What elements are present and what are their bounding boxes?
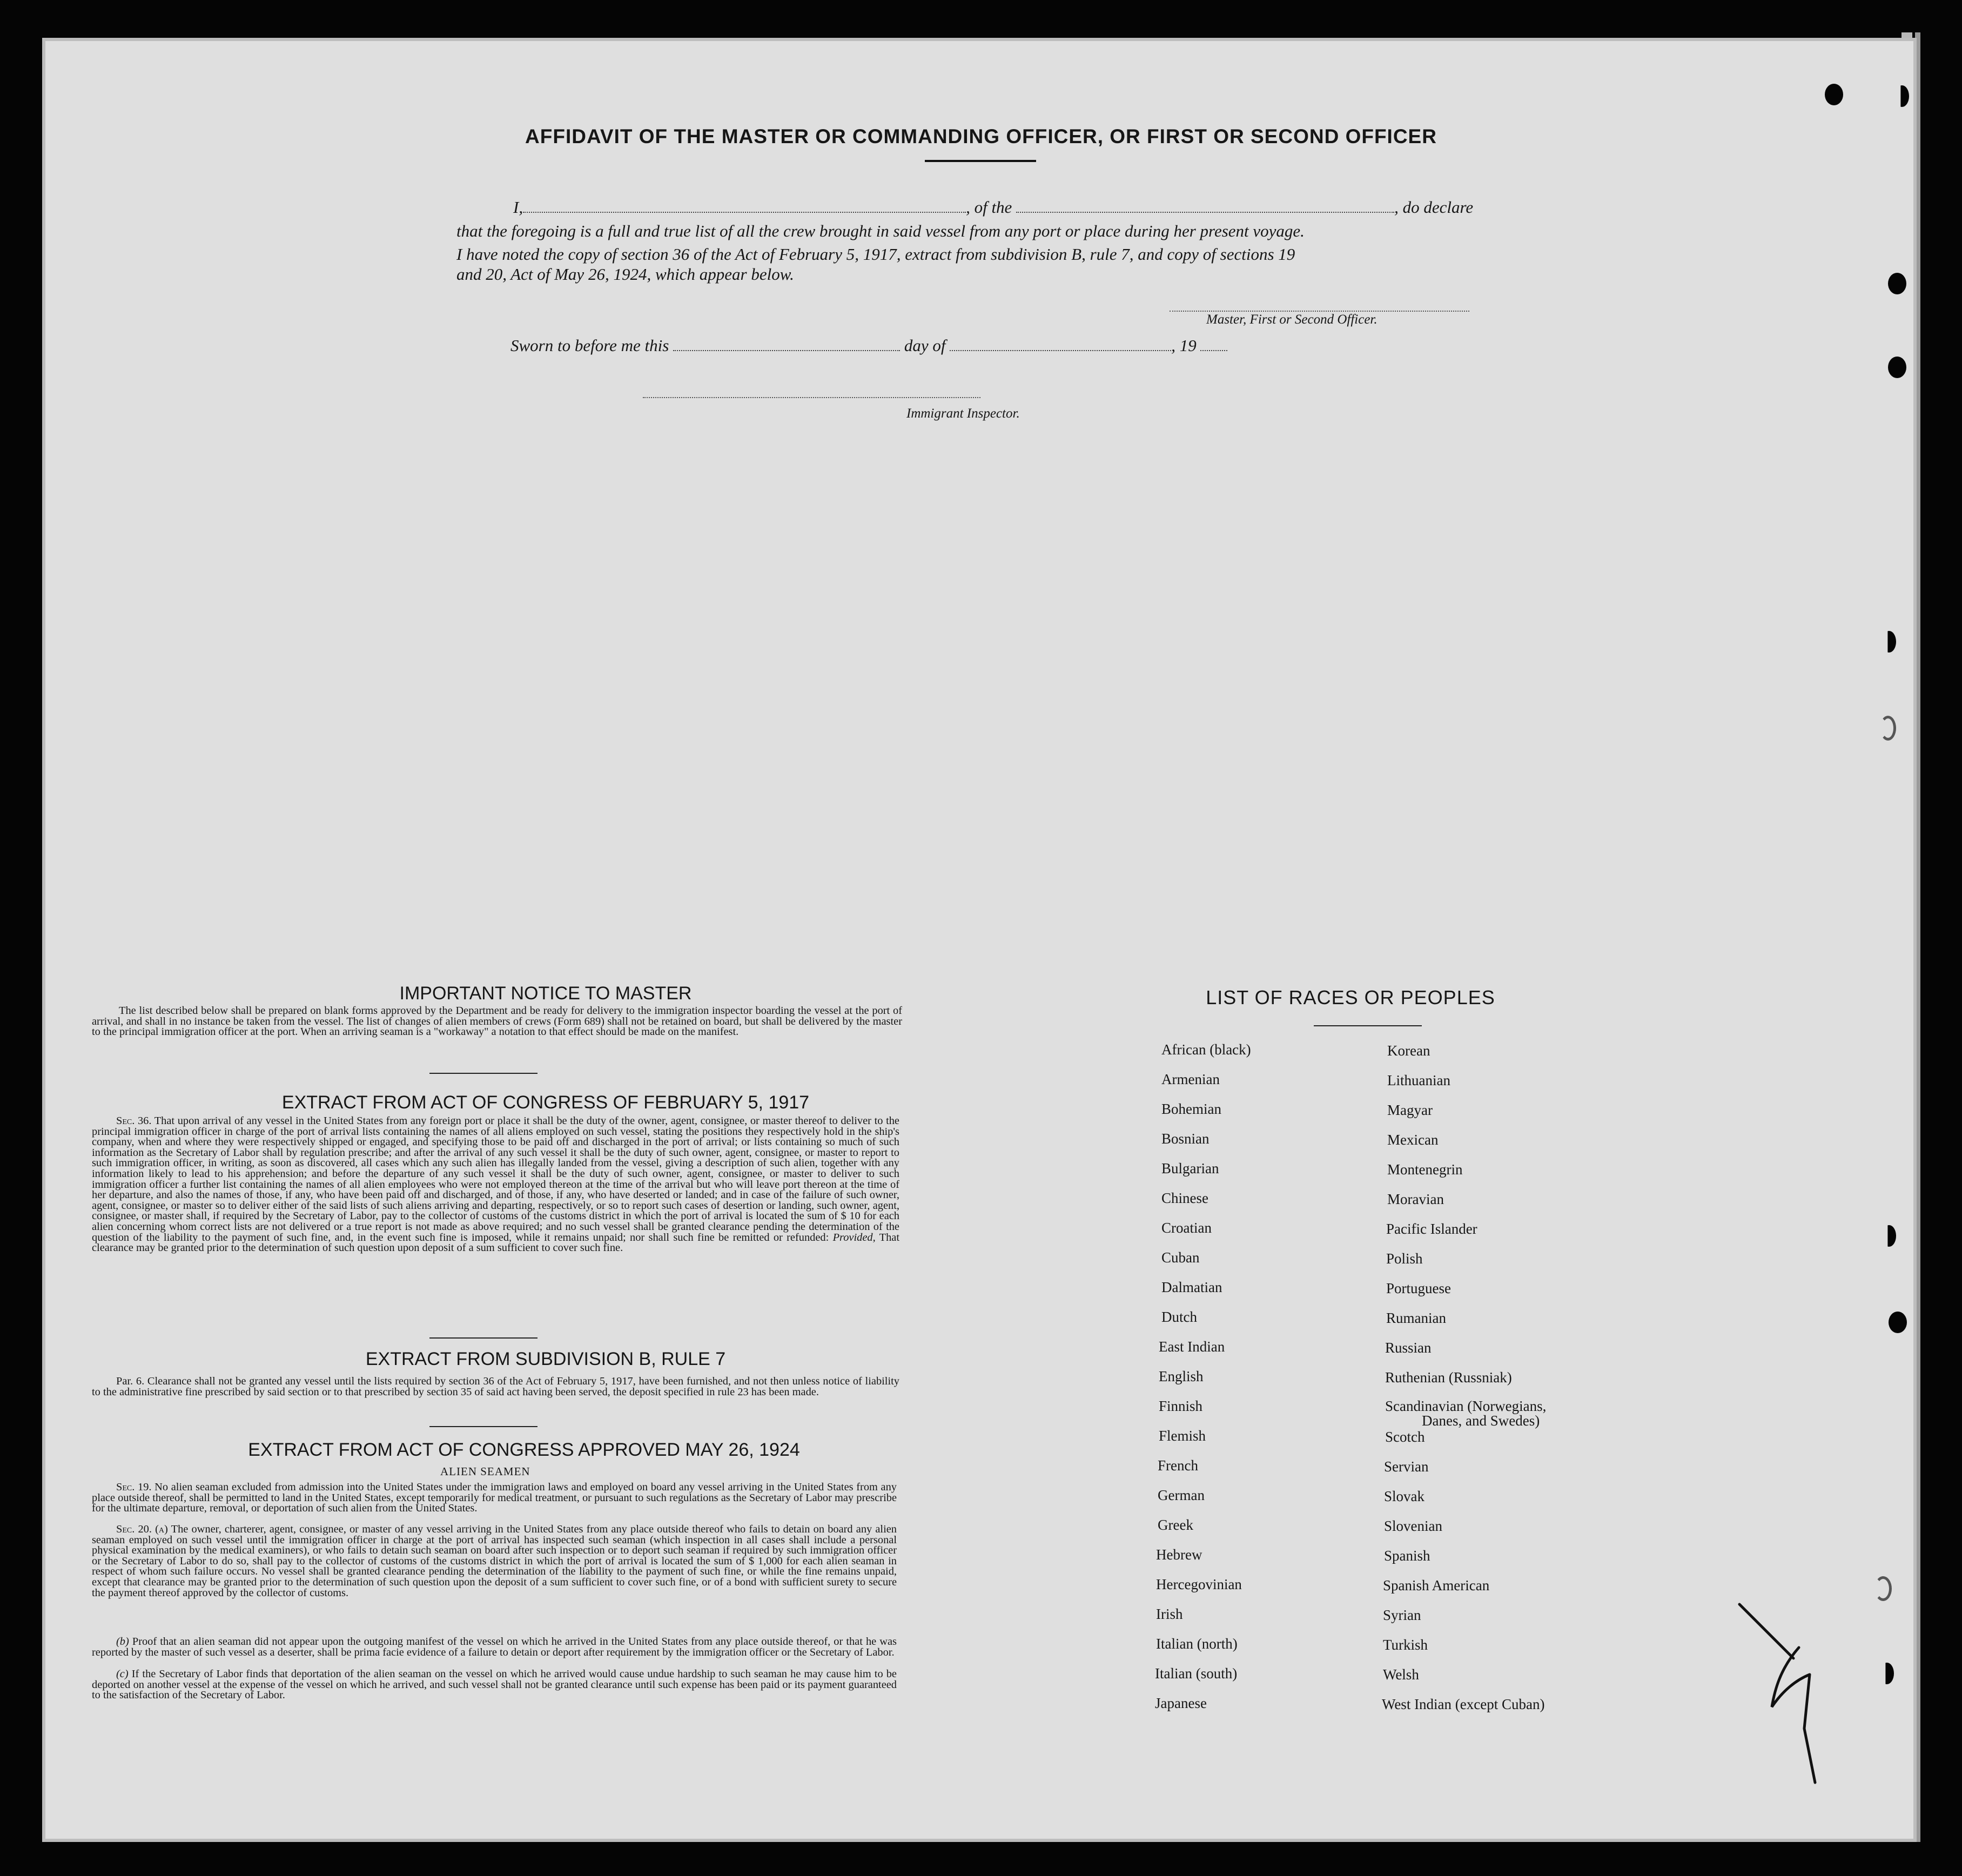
races-title-underline xyxy=(1314,1025,1422,1026)
punch-hole-ring-icon xyxy=(1874,1576,1892,1601)
sec19-label: Sec. 19. xyxy=(116,1481,152,1493)
extract-1917-proviso-label: Provided, xyxy=(832,1231,876,1243)
race-item: Bulgarian xyxy=(1161,1160,1219,1176)
rule7-text: Par. 6. Clearance shall not be granted any vessel until the lists required by section 36 of the Act of February 5, 1917, have been furnished, and not then unless notice of liability to the administrative fine prescribed by said section or to that prescribed by section 35 of said act having been served, the deposit specified in rule 23 has been made. xyxy=(92,1375,899,1398)
race-item: Lithuanian xyxy=(1387,1072,1450,1088)
notice-text: The list described below shall be prepared on blank forms approved by the Department and be ready for delivery to the immigration inspector boarding the vessel at the port of arrival, and shall in no instance be taken from the vessel. The list of changes of alien members of crews (Form 689) shall not be retained on board, but shall be delivered by the master to the principal immigration officer at the port. When an arriving seaman is a "workaway" a notation to that effect should be made on the manifest. xyxy=(92,1005,902,1038)
affidavit-declare: , do declare xyxy=(1394,198,1474,217)
race-item: Servian xyxy=(1384,1458,1429,1475)
race-item: Spanish xyxy=(1384,1548,1430,1564)
extract-1917-proviso: That clearance may be granted prior to the determination of such question upon deposit of a sum sufficient to cover such fine. xyxy=(92,1231,899,1254)
race-item: Rumanian xyxy=(1386,1310,1446,1326)
sec19-body xyxy=(92,1482,897,1514)
sworn-year-blank[interactable] xyxy=(1200,338,1227,351)
affidavit-line-1 xyxy=(513,198,1473,217)
extract-1924-title: EXTRACT FROM ACT OF CONGRESS APPROVED MAY 26, 1924 xyxy=(248,1440,800,1460)
affidavit-line-4: and 20, Act of May 26, 1924, which appear below. xyxy=(456,265,794,284)
sec20c-text: If the Secretary of Labor finds that deportation of the alien seaman on the vessel on which he arrived would cause undue hardship to such seaman he may cause him to be deported on another vessel at the expense of the vessel on which he arrived, and such vessel shall not be granted clearance until such expense has been paid or its payment guaranteed to the satisfaction of the Secretary of Labor. xyxy=(92,1668,897,1702)
race-item: Ruthenian (Russniak) xyxy=(1385,1369,1512,1386)
sec20c-body xyxy=(92,1669,897,1701)
notice-title: IMPORTANT NOTICE TO MASTER xyxy=(399,983,692,1004)
extract-1917-body xyxy=(92,1116,899,1254)
affidavit-of-the: , of the xyxy=(966,198,1012,217)
race-item-continuation: Danes, and Swedes) xyxy=(1422,1413,1540,1429)
race-item: Syrian xyxy=(1383,1607,1421,1623)
title-underline xyxy=(925,160,1036,162)
race-item: Polish xyxy=(1386,1250,1423,1267)
master-signature-caption: Master, First or Second Officer. xyxy=(1206,312,1378,327)
race-item: Magyar xyxy=(1387,1102,1433,1118)
sworn-day-blank[interactable] xyxy=(673,338,900,351)
race-item: Hebrew xyxy=(1156,1546,1202,1563)
punch-hole-ring-icon xyxy=(1880,716,1896,741)
sworn-line xyxy=(510,336,1227,355)
race-item: Mexican xyxy=(1387,1132,1439,1148)
race-item: Korean xyxy=(1387,1043,1430,1059)
race-item: East Indian xyxy=(1159,1339,1225,1355)
race-item: Flemish xyxy=(1159,1428,1206,1444)
affidavit-line-2: that the foregoing is a full and true list of all the crew brought in said vessel from any port or place during her present voyage. xyxy=(456,221,1305,240)
master-signature-line[interactable] xyxy=(1170,311,1469,312)
sec19-text: No alien seaman excluded from admission into the United States under the immigration laws and employed on board any vessel arriving in the United States from any place outside thereof, shall be permitted to land in the United States, except temporarily for medical treatment, or pursuant to such regulations as the Secretary of Labor may prescribe for the ultimate departure, removal, or deportation of such alien from the United States. xyxy=(92,1481,897,1515)
punch-hole-icon xyxy=(1888,357,1906,378)
race-item: German xyxy=(1158,1487,1205,1503)
punch-hole-icon xyxy=(1888,273,1906,294)
extract-1917-title: EXTRACT FROM ACT OF CONGRESS OF FEBRUARY 5, 1917 xyxy=(281,1092,810,1113)
sec20b-label: (b) xyxy=(116,1636,129,1648)
race-item: Italian (south) xyxy=(1155,1665,1238,1682)
race-item: Portuguese xyxy=(1386,1280,1451,1296)
extract-1917-text: That upon arrival of any vessel in the United States from any foreign port or place it shall be the duty of the owner, agent, consignee, or master thereof to deliver to the principal immigration officer in charge of the port of arrival lists containing the names of all aliens employed on such vessel, stating the positions they respectively hold in the ship's company, when and where they were respectively shipped or engaged, and specifying those to be paid off and discharged in the port of arrival; or lists containing so much of such information as the Secretary of Labor shall by regulation prescribe; and after the arrival of any such vessel it shall be the duty of such owner, agent, consignee, or master to report to such immigration officer, in writing, as soon as discovered, all cases which any such alien has illegally landed from the vessel, giving a description of such alien, together with any information likely to lead to his apprehension; and before the departure of any such vessel it shall be the duty of such owner, agent, consignee, or master to deliver to such immigration officer a further list containing the names of all alien employees who were not employed thereon at the time of the arrival but who will leave port thereon at the time of her departure, and also the names of those, if any, who have been paid off and discharged, and of those, if any, who have deserted or landed; and in case of the failure of such owner, agent, consignee, or master so to deliver either of the said lists of such aliens arriving and departing, respectively, or so to report such cases of desertion or landing, such owner, agent, consignee, or master shall, if required by the Secretary of Labor, pay to the collector of customs of the customs district in which the port of arrival is located the sum of $ 10 for each alien concerning whom correct lists are not delivered or a true report is not made as above required; and no such vessel shall be granted clearance pending the determination of the question of the liability to the payment of such fine, and, in the event such fine is imposed, while it remains unpaid; nor shall such fine be remitted or refunded: xyxy=(92,1115,899,1243)
race-item: Dutch xyxy=(1161,1309,1197,1325)
vessel-blank[interactable] xyxy=(1016,200,1394,213)
sworn-text: Sworn to before me this xyxy=(510,336,669,355)
race-item-scandinavian xyxy=(1385,1399,1623,1428)
handwritten-mark-icon xyxy=(1729,1599,1837,1804)
race-item: Russian xyxy=(1385,1340,1432,1356)
race-item: Montenegrin xyxy=(1387,1161,1463,1178)
race-item: Chinese xyxy=(1161,1190,1208,1206)
race-item: Turkish xyxy=(1383,1637,1428,1653)
affidavit-i: I, xyxy=(513,198,523,217)
section-divider xyxy=(429,1426,537,1427)
race-item: Bohemian xyxy=(1161,1101,1221,1117)
sec20a-body xyxy=(92,1524,897,1598)
race-item: Scandinavian (Norwegians, xyxy=(1385,1398,1547,1414)
race-item: Irish xyxy=(1156,1606,1183,1622)
sec20a-label: Sec. 20. (a) xyxy=(116,1523,168,1535)
race-item: Hercegovinian xyxy=(1156,1576,1242,1592)
extract-1917-sec-label: Sec. 36. xyxy=(116,1115,152,1127)
name-blank[interactable] xyxy=(523,200,966,213)
race-item: Pacific Islander xyxy=(1386,1221,1477,1237)
race-item: Greek xyxy=(1158,1517,1193,1533)
sec20b-body xyxy=(92,1637,897,1658)
race-item: Dalmatian xyxy=(1161,1279,1222,1295)
race-item: West Indian (except Cuban) xyxy=(1382,1696,1545,1712)
race-item: Moravian xyxy=(1387,1191,1444,1207)
inspector-signature-line[interactable] xyxy=(643,397,980,398)
sec20c-label: (c) xyxy=(116,1668,129,1680)
race-item: Slovak xyxy=(1384,1488,1425,1504)
rule7-title: EXTRACT FROM SUBDIVISION B, RULE 7 xyxy=(365,1349,726,1369)
punch-hole-icon xyxy=(1889,1312,1907,1333)
race-item: Croatian xyxy=(1161,1220,1212,1236)
race-item: French xyxy=(1158,1457,1198,1474)
race-item: Finnish xyxy=(1159,1398,1203,1414)
race-item: Welsh xyxy=(1383,1666,1419,1683)
sworn-month-blank[interactable] xyxy=(950,338,1171,351)
affidavit-title: AFFIDAVIT OF THE MASTER OR COMMANDING OFFICER, OR FIRST OR SECOND OFFICER xyxy=(525,125,1437,147)
sec20a-text: The owner, charterer, agent, consignee, or master of any vessel arriving in the United States from any place outside thereof who fails to detain on board any alien seaman employed on such vessel until the immigration officer in charge at the port of arrival has inspected such seaman (which inspection in all cases shall include a personal physical examination by the medical examiners), or who fails to detain such seaman on board after such inspection or to deport such seaman if required by such immigration officer or the Secretary of Labor to do so, shall pay to the collector of customs of the customs district in which the port of arrival is located the sum of $ 1,000 for each alien seaman in respect of whom such failure occurs. No vessel shall be granted clearance pending the determination of the liability to the payment of such fine, or while the fine remains unpaid, except that clearance may be granted prior to the determination of such question upon the deposit of a sum sufficient to cover such fine, or of a bond with sufficient surety to secure the payment thereof approved by the collector of customs. xyxy=(92,1523,897,1599)
race-item: English xyxy=(1159,1368,1204,1384)
year-text: , 19 xyxy=(1171,336,1197,355)
race-item: Slovenian xyxy=(1384,1518,1442,1534)
race-item: Armenian xyxy=(1161,1071,1220,1087)
day-of-text: day of xyxy=(904,336,946,355)
section-divider xyxy=(429,1337,537,1339)
punch-hole-icon xyxy=(1825,84,1843,105)
race-item: Italian (north) xyxy=(1156,1636,1238,1652)
race-item: African (black) xyxy=(1161,1041,1251,1058)
section-divider xyxy=(429,1073,537,1074)
race-item: Scotch xyxy=(1385,1429,1425,1445)
extract-1924-subtitle: ALIEN SEAMEN xyxy=(440,1465,530,1478)
race-item: Cuban xyxy=(1161,1249,1200,1266)
race-item: Bosnian xyxy=(1161,1131,1210,1147)
race-item: Spanish American xyxy=(1383,1577,1490,1593)
race-item: Japanese xyxy=(1155,1695,1207,1711)
races-title: LIST OF RACES OR PEOPLES xyxy=(1206,986,1495,1008)
sec20b-text: Proof that an alien seaman did not appear upon the outgoing manifest of the vessel on which he arrived in the United States from any place outside thereof, or that he was reported by the master of such vessel as a deserter, shall be prima facie evidence of a failure to detain or deport after requirement by the immigration officer or the Secretary of Labor. xyxy=(92,1636,897,1658)
affidavit-line-3: I have noted the copy of section 36 of the Act of February 5, 1917, extract from subdivision B, rule 7, and copy of sections 19 xyxy=(456,245,1295,264)
inspector-caption: Immigrant Inspector. xyxy=(906,406,1020,421)
